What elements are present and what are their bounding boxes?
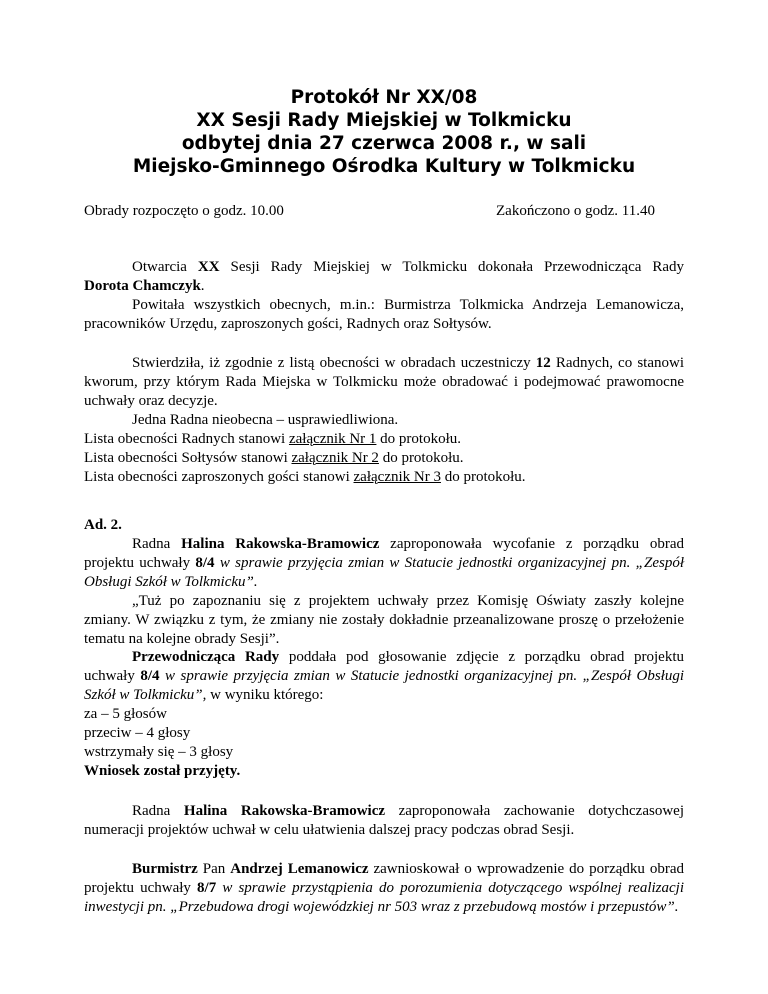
resolution-number: 8/4 xyxy=(195,555,215,571)
title-line-2: XX Sesji Rady Miejskiej w Tolkmicku xyxy=(196,110,572,131)
numbering-paragraph xyxy=(84,802,684,840)
result-text: Wniosek został przyjęty. xyxy=(84,763,241,779)
attachment-link: załącznik Nr 1 xyxy=(288,431,377,447)
councillors-count: 12 xyxy=(535,355,551,371)
quote-paragraph: „Tuż po zapoznaniu się z projektem uchwały przez Komisję Oświaty zaszły kolejne zmiany. W związku z tym, że zmiany nie zostały dokładnie przeanalizowane proszę o przełożenie tematu na kolejne obrady Sesji”. xyxy=(84,593,684,647)
quorum-section xyxy=(84,354,684,430)
attachment-item xyxy=(84,468,684,487)
withdraw-proposal xyxy=(84,535,684,592)
text: w wyniku którego: xyxy=(206,687,324,703)
chairperson-title: Przewodnicząca Rady xyxy=(132,649,280,665)
start-time: Obrady rozpoczęto o godz. 10.00 xyxy=(84,203,284,219)
text: do protokołu. xyxy=(378,450,464,466)
text: Stwierdziła, iż zgodnie z listą obecności w obradach uczestniczy xyxy=(132,355,536,371)
attachments-list xyxy=(84,430,684,487)
text: Otwarcia xyxy=(132,259,198,275)
ad2-heading: Ad. 2. xyxy=(84,517,122,533)
text: Sesji Rady Miejskiej w Tolkmicku dokonała Przewodnicząca Rady xyxy=(219,259,684,275)
text: Pan xyxy=(197,861,231,877)
mayor-section xyxy=(84,860,684,917)
text: do protokołu. xyxy=(376,431,462,447)
attachment-link: załącznik Nr 3 xyxy=(353,469,441,485)
vote-for: za – 5 głosów xyxy=(84,706,167,722)
text: zaproponowała wycofanie z porządku obrad projektu uchwały xyxy=(84,536,685,571)
document-title xyxy=(60,86,708,178)
vote-against: przeciw – 4 głosy xyxy=(84,725,191,741)
text: Radna xyxy=(132,803,184,819)
resolution-title: w sprawie przystąpienia do porozumienia dotyczącego wspólnej realizacji inwestycji pn. „Przebudowa drogi wojewódzkiej nr 503 wraz z przebudową mostów i przepustów”. xyxy=(84,880,685,915)
title-line-1: Protokół Nr XX/08 xyxy=(290,87,478,108)
opening-paragraph xyxy=(84,258,684,277)
resolution-number: 8/7 xyxy=(197,880,217,896)
text: Radna xyxy=(132,536,182,552)
ad2-section xyxy=(84,516,684,649)
mayor-paragraph xyxy=(84,860,684,917)
text: . xyxy=(200,278,205,294)
numbering-section xyxy=(84,802,684,840)
resolution-number: 8/4 xyxy=(140,668,160,684)
session-number: XX xyxy=(197,259,220,275)
result-line xyxy=(84,762,684,781)
mayor-name: Andrzej Lemanowicz xyxy=(230,861,369,877)
text: zaproponowała zachowanie dotychczasowej numeracji projektów uchwał w celu ułatwienia dalszej pracy podczas obrad Sesji. xyxy=(84,803,684,838)
text: Radnych, co stanowi kworum, przy którym Rada Miejska w Tolkmicku może obradować i podejmować prawomocne uchwały oraz decyzje. xyxy=(84,355,684,409)
vote-abstain: wstrzymały się – 3 głosy xyxy=(84,744,234,760)
vote-paragraph xyxy=(84,648,684,705)
text: do protokołu. xyxy=(440,469,526,485)
mayor-title: Burmistrz xyxy=(132,861,198,877)
text: Lista obecności zaproszonych gości stanowi xyxy=(84,469,354,485)
session-times xyxy=(84,202,684,221)
chairperson-line xyxy=(84,277,684,296)
end-time: Zakończono o godz. 11.40 xyxy=(496,203,655,219)
attachment-link: załącznik Nr 2 xyxy=(291,450,379,466)
resolution-title: w sprawie przyjęcia zmian w Statucie jednostki organizacyjnej pn. „Zespół Obsługi Szkół w Tolkmicku”. xyxy=(84,555,684,590)
absence-note: Jedna Radna nieobecna – usprawiedliwiona. xyxy=(132,412,399,428)
welcome-paragraph: Powitała wszystkich obecnych, m.in.: Burmistrza Tolkmicka Andrzeja Lemanowicza, pracowników Urzędu, zaproszonych gości, Radnych oraz Sołtysów. xyxy=(84,297,684,332)
opening-section xyxy=(84,258,684,334)
text: zawnioskował o wprowadzenie do porządku obrad projektu uchwały xyxy=(84,861,684,896)
chairperson-name: Dorota Chamczyk xyxy=(84,278,201,294)
attachment-item xyxy=(84,449,684,468)
title-line-4: Miejsko-Gminnego Ośrodka Kultury w Tolkmicku xyxy=(132,156,636,177)
result-section xyxy=(84,762,684,781)
text: Lista obecności Radnych stanowi xyxy=(84,431,289,447)
text: poddała pod głosowanie zdjęcie z porządku obrad projektu uchwały xyxy=(84,649,684,684)
councillor-name: Halina Rakowska-Bramowicz xyxy=(183,803,386,819)
quorum-paragraph xyxy=(84,354,684,411)
vote-section xyxy=(84,648,684,762)
title-line-3: odbytej dnia 27 czerwca 2008 r., w sali xyxy=(181,133,587,154)
resolution-title: w sprawie przyjęcia zmian w Statucie jednostki organizacyjnej pn. „Zespół Obsługi Szkół w Tolkmicku”, xyxy=(84,668,684,703)
text: Lista obecności Sołtysów stanowi xyxy=(84,450,292,466)
section-heading xyxy=(84,516,684,535)
attachment-item xyxy=(84,430,684,449)
councillor-name: Halina Rakowska-Bramowicz xyxy=(181,536,380,552)
